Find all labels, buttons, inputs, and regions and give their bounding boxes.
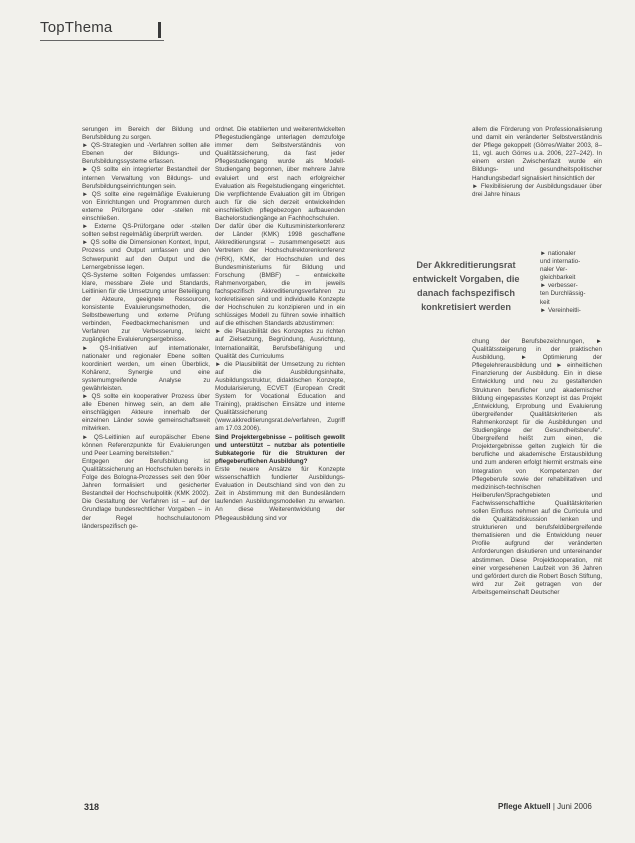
page-footer [498,802,592,811]
paragraph: Erste neuere Ansätze für Konzepte wissenschaftlich fundierter Ausbildungs-Evaluation in Deutschland sind von den zu Zeit in Abstimmung mit den Bundesländern laufenden Ausbildungsmodellen zu erwarten. An diese Weiterentwicklung der Pflegeausbildung sind vor [215,465,345,522]
wrap-line: ten Durchlässig- [540,290,586,298]
issue-date: Juni 2006 [557,802,592,811]
wrap-line: ► nationaler [540,250,576,257]
header-bar [158,22,161,38]
paragraph: ► Externe QS-Prüforgane oder -stellen sollten selbst regelmäßig überprüft werden. [82,223,210,239]
paragraph: chung der Berufsbezeichnungen, ► Qualitätssteigerung in der praktischen Ausbildung, ► Optimierung der Pflegelehrerausbildung und ► einheitlichen Finanzierung der Ausbildung. Ein in diese Entwicklung und neu zu gestaltenden Strukturen beruflicher und akademischer Bildung eingepasstes Konzept ist das Projekt „Entwicklung, Erprobung und Evaluierung übergreifender Qualitätskriterien als Rahmenkonzept für die Ausbildungen und Studiengänge der Gesundheitsberufe". Übergreifend heißt zum einen, die Projektergebnisse gelten zugleich für die berufliche und akademische Erstausbildung und zum anderen erfolgt hiermit erstmals eine Integration von Kompetenzen der Pflegeberufe sowie der rehabilitativen und medizinisch-technischen Heilberufen/Sprachgebieten und Fachwissenschaftliche Qualitätskriterien sollen Einfluss nehmen auf die Curricula und die Qualitätsdiskussion lenken und strukturieren und berufsfeldübergreifende thematisieren und die Entwicklung neuer Profile aufgrund der veränderten Anforderungen diskutieren und untereinander abstimmen. Diese Projektkooperation, mit einer vorgesehenen Laufzeit von 36 Jahren und gefördert durch die Robert Bosch Stiftung, wird zur Zeit getragen von der Arbeitsgemeinschaft Deutscher [472,338,602,596]
text-column-3-wrap [540,250,602,340]
pull-quote: Der Akkreditierungsrat entwickelt Vorgaben, die danach fachspezifisch konkretisiert werden [412,260,520,312]
subheading: Sind Projektergebnisse – politisch gewollt und unterstützt – nutzbar als potentielle Subkategorie für die Strukturen der pflegeberuflichen Ausbildung? [215,433,345,465]
footer-separator: | [550,802,558,811]
paragraph: ► QS sollte die Dimensionen Kontext, Input, Prozess und Output umfassen und den Schwerpunkt auf den Output und die Lernergebnisse legen. [82,239,210,271]
paragraph: ordnet. Die etablierten und weiterentwickelten Pflegestudiengänge unterlagen demzufolge immer dem Selbstverständnis von Qualitätssicherung, da fast jeder Pflegestudiengang wurde als Modell-Studiengang begonnen, über mehrere Jahre evaluiert und erst nach erfolgreicher Evaluation als Regelstudiengang eingerichtet. Die verpflichtende Evaluation gilt im Übrigen auch für die sich derzeit entwickelnden einschließlich pflegebezogen aufbauenden Bachelorstudiengänge an Fachhochschulen. [215,126,345,223]
section-header [40,16,600,42]
paragraph: ► QS-Initiativen auf internationaler, nationaler und regionaler Ebene sollten koordiniert werden, um einen Überblick, Kohärenz, Synergie und eine systemumgreifende Analyse zu gewährleisten. [82,344,210,392]
wrap-line: keit [540,298,550,306]
wrap-line: und internatio- [540,258,581,266]
wrap-line: ► Vereinheitli- [540,306,581,314]
paragraph: ► QS sollte eine regelmäßige Evaluierung von Einrichtungen und Programmen durch externe Prüforgane oder -stellen mit einschließen. [82,190,210,223]
page-number: 318 [84,802,100,812]
paragraph: ► QS sollte ein kooperativer Prozess über alle Ebenen hinweg sein, an dem alle einschlägigen Akteure innerhalb der einzelnen Länder sowie gemeinschaftsweit mitwirken. [82,393,210,433]
paragraph: ► QS-Leitlinien auf europäischer Ebene können Referenzpunkte für Evaluierungen und Peer Learning bereitstellen." [82,433,210,457]
paragraph: ► die Plausibilität der Umsetzung zu richten auf die Ausbildungsinhalte, Ausbildungsstruktur, didaktischen Konzepte, Modularisierung, ECVET (European Credit System for Vocational Education and Training), praktischen Einsätze und interne Qualitätssicherung (www.akkreditierungsrat.de/verfahren, Zugriff am 17.03.2006). [215,360,345,433]
paragraph: ► QS sollte ein integrierter Bestandteil der internen Verwaltung von Bildungs- und Berufsbildungseinrichtungen sein. [82,166,210,190]
paragraph: ► die Plausibilität des Konzeptes zu richten auf Zielsetzung, Begründung, Ausrichtung, Internationalität, Berufsbefähigung und Qualität des Curriculums [215,328,345,360]
paragraph: Entgegen der Berufsbildung ist Qualitätssicherung an Hochschulen bereits in Folge des Bologna-Prozesses seit den 90er Jahren formalisiert und gesicherter Bestandteil der Hochschulpolitik (KMK 2002). Die Gestaltung der Verfahren ist – auf der Grundlage bundesrechtlicher Vorgaben – in der Regel hochschulautonom länderspezifisch ge- [82,457,210,530]
section-title: TopThema [40,19,113,36]
text-column-3-bottom [472,338,602,828]
text-column-3-top [472,126,602,251]
paragraph: ► Flexibilisierung der Ausbildungsdauer über drei Jahre hinaus [472,182,602,198]
header-rule [40,40,164,41]
text-column-2 [215,126,345,796]
wrap-line: ► verbesser- [540,282,578,290]
paragraph: ► QS-Strategien und -Verfahren sollten alle Ebenen der Bildungs- und Berufsbildungssysteme erfassen. [82,142,210,166]
paragraph: serungen im Bereich der Bildung und Berufsbildung zu sorgen. [82,126,210,142]
paragraph: QS-Systeme sollten Folgendes umfassen: klare, messbare Ziele und Standards, Leitlinien für die Umsetzung unter Beteiligung der Akteure, geeignete Ressourcen, konsistente Evaluierungsmethoden, die Selbstbewertung und externe Prüfung verbinden, Feedbackmechanismen und Verfahren zur Verbesserung, leicht zugängliche Evaluierungsergebnisse. [82,271,210,344]
wrap-line: naler Ver- [540,266,568,274]
wrap-line: gleichbarkeit [540,274,576,282]
magazine-name: Pflege Aktuell [498,802,551,811]
paragraph: Der dafür über die Kultusministerkonferenz der Länder (KMK) 1998 geschaffene Akkreditierungsrat – zusammengesetzt aus Vertretern der Hochschulrektorenkonferenz (HRK), KMK, der Hochschulen und des Bundesministeriums für Bildung und Forschung (BMBF) – entwickelte Rahmenvorgaben, die im jeweils fachspezifisch Akkreditierungsverfahren zu konkretisieren sind und individuelle Konzepte der Hochschulen zu konzipieren und in ein schlüssiges Modell zu führen sowie inhaltlich auf die ethischen Standards abzustimmen: [215,223,345,328]
text-column-1 [82,126,210,826]
paragraph: allem die Förderung von Professionalisierung und damit ein veränderter Selbstverständnis der Pflege gekoppelt (Görres/Walter 2003, 8–11, vgl. auch Görres u.a. 2006, 227–242). In einem ersten Zwischenfazit wurde ein Bildungs- und gesundheitspolitischer Handlungsbedarf signalisiert hinsichtlich der [472,126,602,182]
